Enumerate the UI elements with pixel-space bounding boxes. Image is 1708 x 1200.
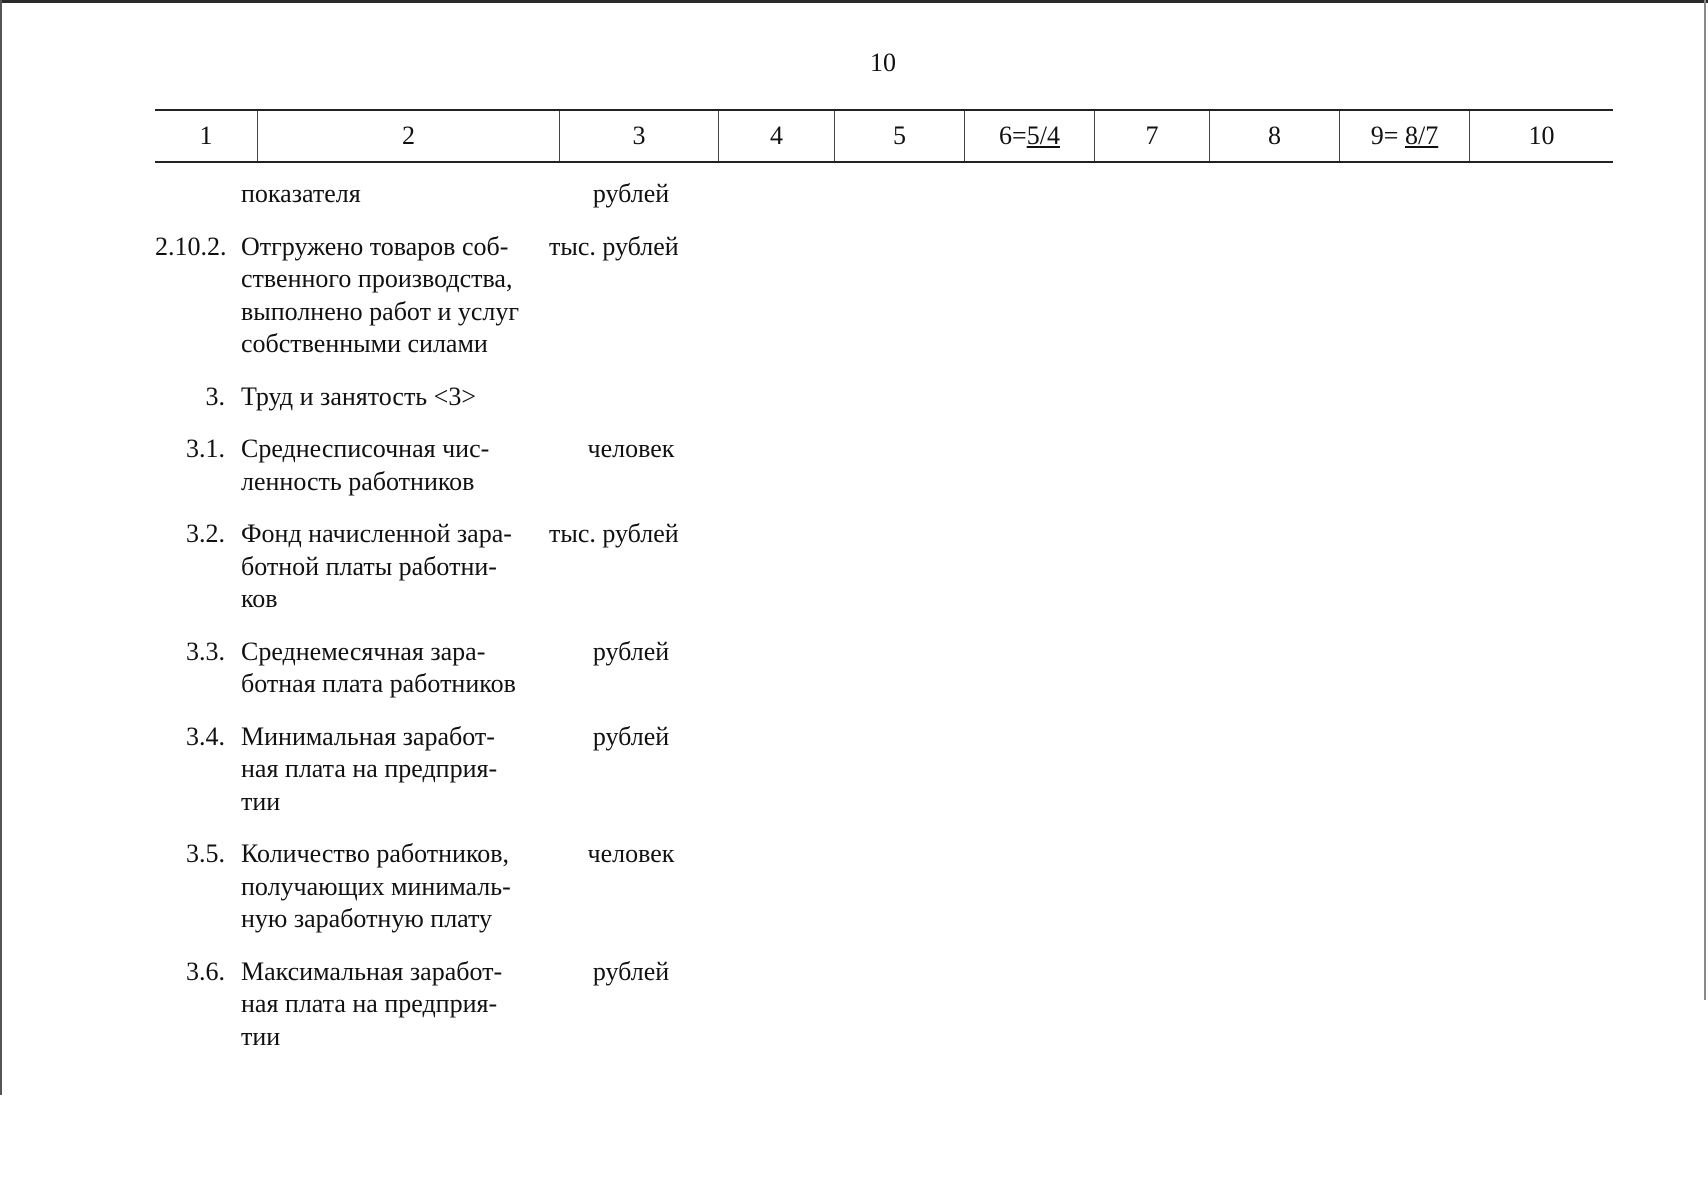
row-number: 3.5. xyxy=(186,839,225,868)
indicator-rows xyxy=(155,178,715,1073)
row-unit: человек xyxy=(587,434,675,463)
column-number-header xyxy=(155,109,1613,163)
table-row xyxy=(155,231,715,361)
page-edge-right xyxy=(1704,0,1706,1000)
header-row xyxy=(155,110,1613,162)
row-unit: тыс. рублей xyxy=(549,519,679,548)
header-col-8: 8 xyxy=(1210,110,1340,162)
row-number: 2.10.2. xyxy=(155,231,227,261)
table-row xyxy=(155,518,715,616)
header-col-10: 10 xyxy=(1470,110,1614,162)
page-edge-top xyxy=(0,0,1708,3)
row-number: 3.4. xyxy=(186,721,225,751)
row-unit: рублей xyxy=(592,636,670,666)
table-row xyxy=(155,838,715,936)
row-indicator-name: Количество работников, получающих минималь- ную заработную плату xyxy=(241,839,511,933)
row-indicator-name: Минимальная заработ- ная плата на предприя- тии xyxy=(241,721,498,816)
table-row xyxy=(155,636,715,701)
page-number: 10 xyxy=(870,48,896,77)
table-row xyxy=(155,178,715,211)
row-unit xyxy=(543,381,711,414)
header-col-6 xyxy=(965,110,1095,162)
row-number: 3.2. xyxy=(186,519,225,548)
table-row xyxy=(155,721,715,819)
header-col-7: 7 xyxy=(1095,110,1210,162)
header-col-1: 1 xyxy=(199,121,213,150)
row-number: 3.6. xyxy=(186,956,225,986)
row-unit: тыс. рублей xyxy=(549,231,679,261)
header-col-9 xyxy=(1340,110,1470,162)
row-unit: рублей xyxy=(592,721,670,751)
row-unit: человек xyxy=(587,839,675,868)
row-indicator-name: Труд и занятость <3> xyxy=(241,381,476,411)
header-col-9-prefix: 9= xyxy=(1370,121,1405,150)
row-unit: рублей xyxy=(592,179,670,208)
header-col-4: 4 xyxy=(719,110,835,162)
row-indicator-name: Фонд начисленной зара- ботной платы работни- ков xyxy=(241,519,512,613)
table-row xyxy=(155,956,715,1054)
row-unit: рублей xyxy=(592,956,670,986)
row-indicator-name: Среднесписочная чис- ленность работников xyxy=(241,434,490,496)
row-indicator-name: показателя xyxy=(241,179,361,208)
row-indicator-name: Среднемесячная зара- ботная плата работников xyxy=(241,636,516,698)
row-number: 3.3. xyxy=(186,636,225,666)
header-col-2: 2 xyxy=(258,110,560,162)
table-row xyxy=(155,433,715,498)
header-col-9-fraction: 8/7 xyxy=(1404,121,1439,150)
row-indicator-name: Отгружено товаров соб- ственного производства, выполнено работ и услуг собственными силами xyxy=(241,231,520,358)
header-col-6-prefix: 6= xyxy=(999,121,1027,150)
row-number: 3. xyxy=(205,381,225,411)
table-row xyxy=(155,381,715,414)
row-number: 3.1. xyxy=(186,434,225,463)
header-col-5: 5 xyxy=(835,110,965,162)
header-col-6-fraction: 5/4 xyxy=(1026,121,1060,150)
row-indicator-name: Максимальная заработ- ная плата на предприя- тии xyxy=(241,956,503,1051)
page-edge-left xyxy=(0,0,2,1095)
header-col-3: 3 xyxy=(560,110,719,162)
